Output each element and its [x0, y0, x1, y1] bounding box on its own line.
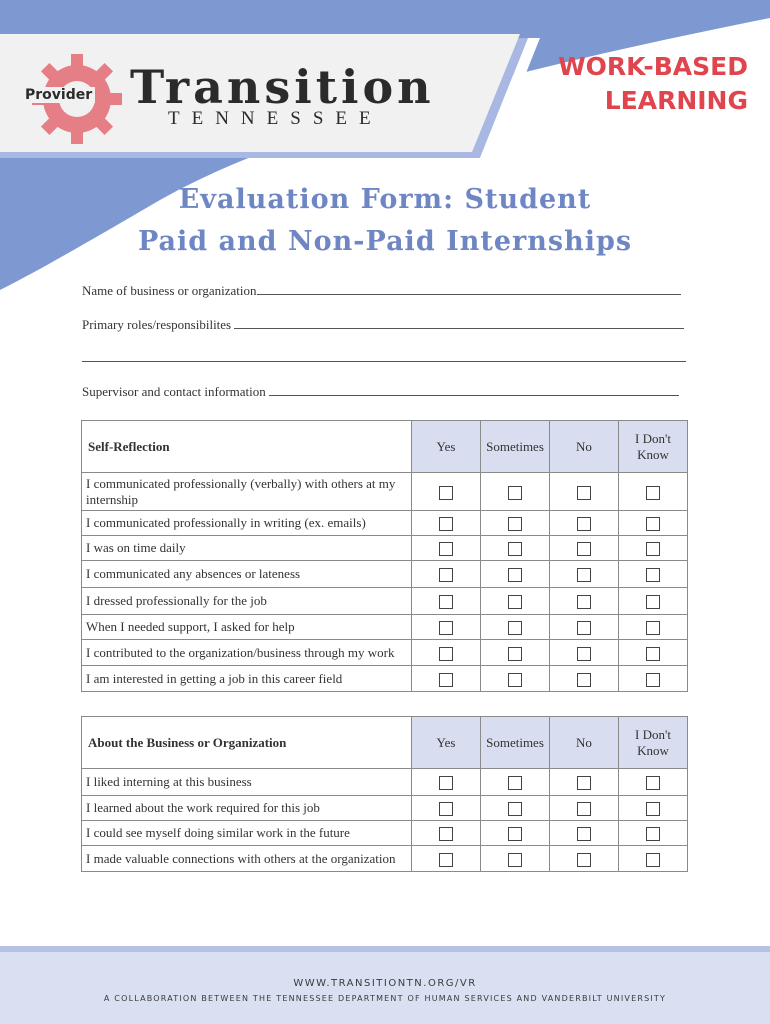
business-name-line[interactable] [257, 284, 681, 295]
checkbox-sometimes[interactable] [508, 853, 522, 867]
column-dont-know: I Don't Know [619, 717, 688, 769]
checkbox-sometimes[interactable] [508, 568, 522, 582]
checkbox-yes[interactable] [439, 673, 453, 687]
checkbox-sometimes[interactable] [508, 673, 522, 687]
checkbox-yes[interactable] [439, 486, 453, 500]
checkbox-yes[interactable] [439, 853, 453, 867]
checkbox-sometimes[interactable] [508, 595, 522, 609]
question-text: I could see myself doing similar work in the future [82, 821, 412, 846]
column-sometimes: Sometimes [481, 717, 550, 769]
table-row [82, 769, 688, 796]
checkbox-sometimes[interactable] [508, 776, 522, 790]
program-title [558, 50, 748, 118]
checkbox-no[interactable] [577, 517, 591, 531]
checkbox-dont-know[interactable] [646, 621, 660, 635]
footer-strip [0, 946, 770, 952]
question-text: I made valuable connections with others at the organization [82, 846, 412, 872]
checkbox-dont-know[interactable] [646, 595, 660, 609]
checkbox-no[interactable] [577, 542, 591, 556]
supervisor-label: Supervisor and contact information [82, 384, 266, 399]
checkbox-yes[interactable] [439, 621, 453, 635]
checkbox-dont-know[interactable] [646, 542, 660, 556]
table-row [82, 536, 688, 561]
column-yes: Yes [412, 421, 481, 473]
question-text: I am interested in getting a job in this career field [82, 666, 412, 692]
about-business-table [81, 716, 688, 872]
checkbox-sometimes[interactable] [508, 647, 522, 661]
question-text: I communicated any absences or lateness [82, 561, 412, 588]
checkbox-sometimes[interactable] [508, 517, 522, 531]
checkbox-dont-know[interactable] [646, 673, 660, 687]
supervisor-field[interactable] [82, 384, 679, 400]
checkbox-yes[interactable] [439, 595, 453, 609]
checkbox-sometimes[interactable] [508, 827, 522, 841]
footer-collaboration: A COLLABORATION BETWEEN THE TENNESSEE DEPARTMENT OF HUMAN SERVICES AND VANDERBILT UNIVERSITY [103, 994, 667, 1003]
checkbox-sometimes[interactable] [508, 542, 522, 556]
table-row [82, 666, 688, 692]
question-text: I learned about the work required for this job [82, 796, 412, 821]
checkbox-dont-know[interactable] [646, 486, 660, 500]
checkbox-dont-know[interactable] [646, 776, 660, 790]
checkbox-yes[interactable] [439, 802, 453, 816]
column-yes: Yes [412, 717, 481, 769]
question-text: I dressed professionally for the job [82, 588, 412, 615]
checkbox-no[interactable] [577, 827, 591, 841]
form-title-line1: Evaluation Form: Student [178, 184, 592, 215]
question-text: I contributed to the organization/business through my work [82, 640, 412, 666]
table-row [82, 796, 688, 821]
program-title-line1: WORK-BASED [558, 52, 748, 81]
checkbox-yes[interactable] [439, 647, 453, 661]
logo-title: Transition [130, 60, 435, 114]
checkbox-no[interactable] [577, 776, 591, 790]
checkbox-no[interactable] [577, 647, 591, 661]
checkbox-dont-know[interactable] [646, 802, 660, 816]
table-row [82, 561, 688, 588]
checkbox-yes[interactable] [439, 568, 453, 582]
business-name-field[interactable] [82, 283, 681, 299]
checkbox-no[interactable] [577, 568, 591, 582]
primary-roles-continuation-field[interactable] [82, 350, 686, 366]
table-row [82, 846, 688, 872]
question-text: I communicated professionally (verbally) with others at my internship [82, 473, 412, 511]
checkbox-no[interactable] [577, 486, 591, 500]
footer-url[interactable]: WWW.TRANSITIONTN.ORG/VR [293, 978, 477, 989]
footer [0, 946, 770, 1024]
table-row [82, 588, 688, 615]
table-header-row [82, 421, 688, 473]
supervisor-line[interactable] [269, 385, 679, 396]
checkbox-yes[interactable] [439, 827, 453, 841]
checkbox-dont-know[interactable] [646, 853, 660, 867]
checkbox-sometimes[interactable] [508, 621, 522, 635]
checkbox-no[interactable] [577, 802, 591, 816]
checkbox-dont-know[interactable] [646, 568, 660, 582]
primary-roles-continuation-line[interactable] [82, 351, 686, 362]
checkbox-dont-know[interactable] [646, 517, 660, 531]
question-text: I was on time daily [82, 536, 412, 561]
checkbox-no[interactable] [577, 621, 591, 635]
column-no: No [550, 717, 619, 769]
self-reflection-table [81, 420, 688, 692]
table-row [82, 473, 688, 511]
column-no: No [550, 421, 619, 473]
primary-roles-label: Primary roles/responsibilites [82, 317, 232, 332]
form-title-line2: Paid and Non-Paid Internships [137, 226, 633, 257]
table-row [82, 511, 688, 536]
question-text: I communicated professionally in writing (ex. emails) [82, 511, 412, 536]
checkbox-sometimes[interactable] [508, 486, 522, 500]
logo-subtitle: TENNESSEE [168, 108, 383, 129]
column-sometimes: Sometimes [481, 421, 550, 473]
business-name-label: Name of business or organization [82, 283, 257, 298]
table-header-row [82, 717, 688, 769]
checkbox-no[interactable] [577, 673, 591, 687]
checkbox-dont-know[interactable] [646, 827, 660, 841]
primary-roles-line[interactable] [234, 318, 684, 329]
table-row [82, 821, 688, 846]
self-reflection-heading: Self-Reflection [82, 421, 412, 473]
question-text: When I needed support, I asked for help [82, 615, 412, 640]
logo-badge: Provider [22, 87, 95, 103]
column-dont-know: I Don't Know [619, 421, 688, 473]
program-title-line2: LEARNING [604, 86, 748, 115]
primary-roles-field[interactable] [82, 317, 684, 333]
about-business-heading: About the Business or Organization [82, 717, 412, 769]
checkbox-yes[interactable] [439, 542, 453, 556]
checkbox-yes[interactable] [439, 776, 453, 790]
table-row [82, 640, 688, 666]
checkbox-sometimes[interactable] [508, 802, 522, 816]
question-text: I liked interning at this business [82, 769, 412, 796]
checkbox-dont-know[interactable] [646, 647, 660, 661]
checkbox-no[interactable] [577, 853, 591, 867]
table-row [82, 615, 688, 640]
checkbox-no[interactable] [577, 595, 591, 609]
checkbox-yes[interactable] [439, 517, 453, 531]
